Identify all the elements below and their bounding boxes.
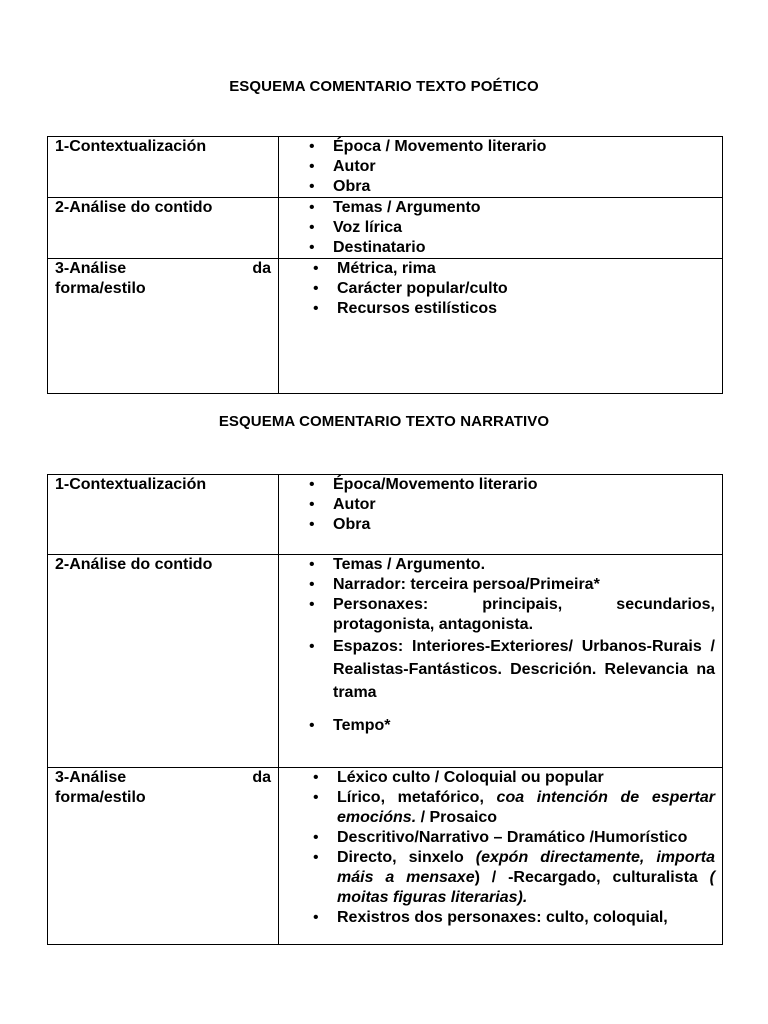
list-item: • Léxico culto / Coloquial ou popular [279,768,715,788]
list-item: • Personaxes: principais, secundarios, protagonista, antagonista. [279,595,715,635]
poetic-title: ESQUEMA COMENTARIO TEXTO POÉTICO [229,78,539,95]
row-items [279,259,723,394]
row-label: 3-Análise da forma/estilo [48,768,279,945]
list-item: • Lírico, metafórico, coa intención de espertar emocións. / Prosaico [279,788,715,828]
list-item: • Destinatario [279,238,715,258]
row-label: 1-Contextualización [48,137,279,198]
row-items [279,475,723,555]
row-label: 2-Análise do contido [48,555,279,768]
list-item: • Obra [279,177,715,197]
narrative-title: ESQUEMA COMENTARIO TEXTO NARRATIVO [218,413,550,430]
table-row [48,475,723,555]
table-row [48,768,723,945]
table-row [48,198,723,259]
list-item: • Carácter popular/culto [279,279,715,299]
row-items [279,137,723,198]
list-item: • Obra [279,515,715,535]
list-item: • Autor [279,157,715,177]
list-item: • Métrica, rima [279,259,715,279]
row-label: 3-Análise da forma/estilo [48,259,279,394]
list-item: • Autor [279,495,715,515]
list-item: • Recursos estilísticos [279,299,715,319]
list-item: • Descritivo/Narrativo – Dramático /Humorístico [279,828,715,848]
row-label: 1-Contextualización [48,475,279,555]
list-item: • Temas / Argumento. [279,555,715,575]
poetic-table [47,136,723,394]
list-item: • Época/Movemento literario [279,475,715,495]
list-item: • Temas / Argumento [279,198,715,218]
row-items [279,198,723,259]
list-item: • Tempo* [279,716,715,736]
table-row [48,259,723,394]
list-item: • Voz lírica [279,218,715,238]
row-label: 2-Análise do contido [48,198,279,259]
row-items [279,768,723,945]
narrative-table [47,474,723,945]
list-item: • Época / Movemento literario [279,137,715,157]
list-item: • Directo, sinxelo (expón directamente, importa máis a mensaxe) / -Recargado, culturalista ( moitas figuras literarias). [279,848,715,908]
list-item: • Rexistros dos personaxes: culto, coloquial, [279,908,715,928]
list-item: • Narrador: terceira persoa/Primeira* [279,575,715,595]
table-row [48,137,723,198]
list-item: • Espazos: Interiores-Exteriores/ Urbanos-Rurais / Realistas-Fantásticos. Descrición. Relevancia na trama [279,635,715,704]
table-row [48,555,723,768]
row-items [279,555,723,768]
